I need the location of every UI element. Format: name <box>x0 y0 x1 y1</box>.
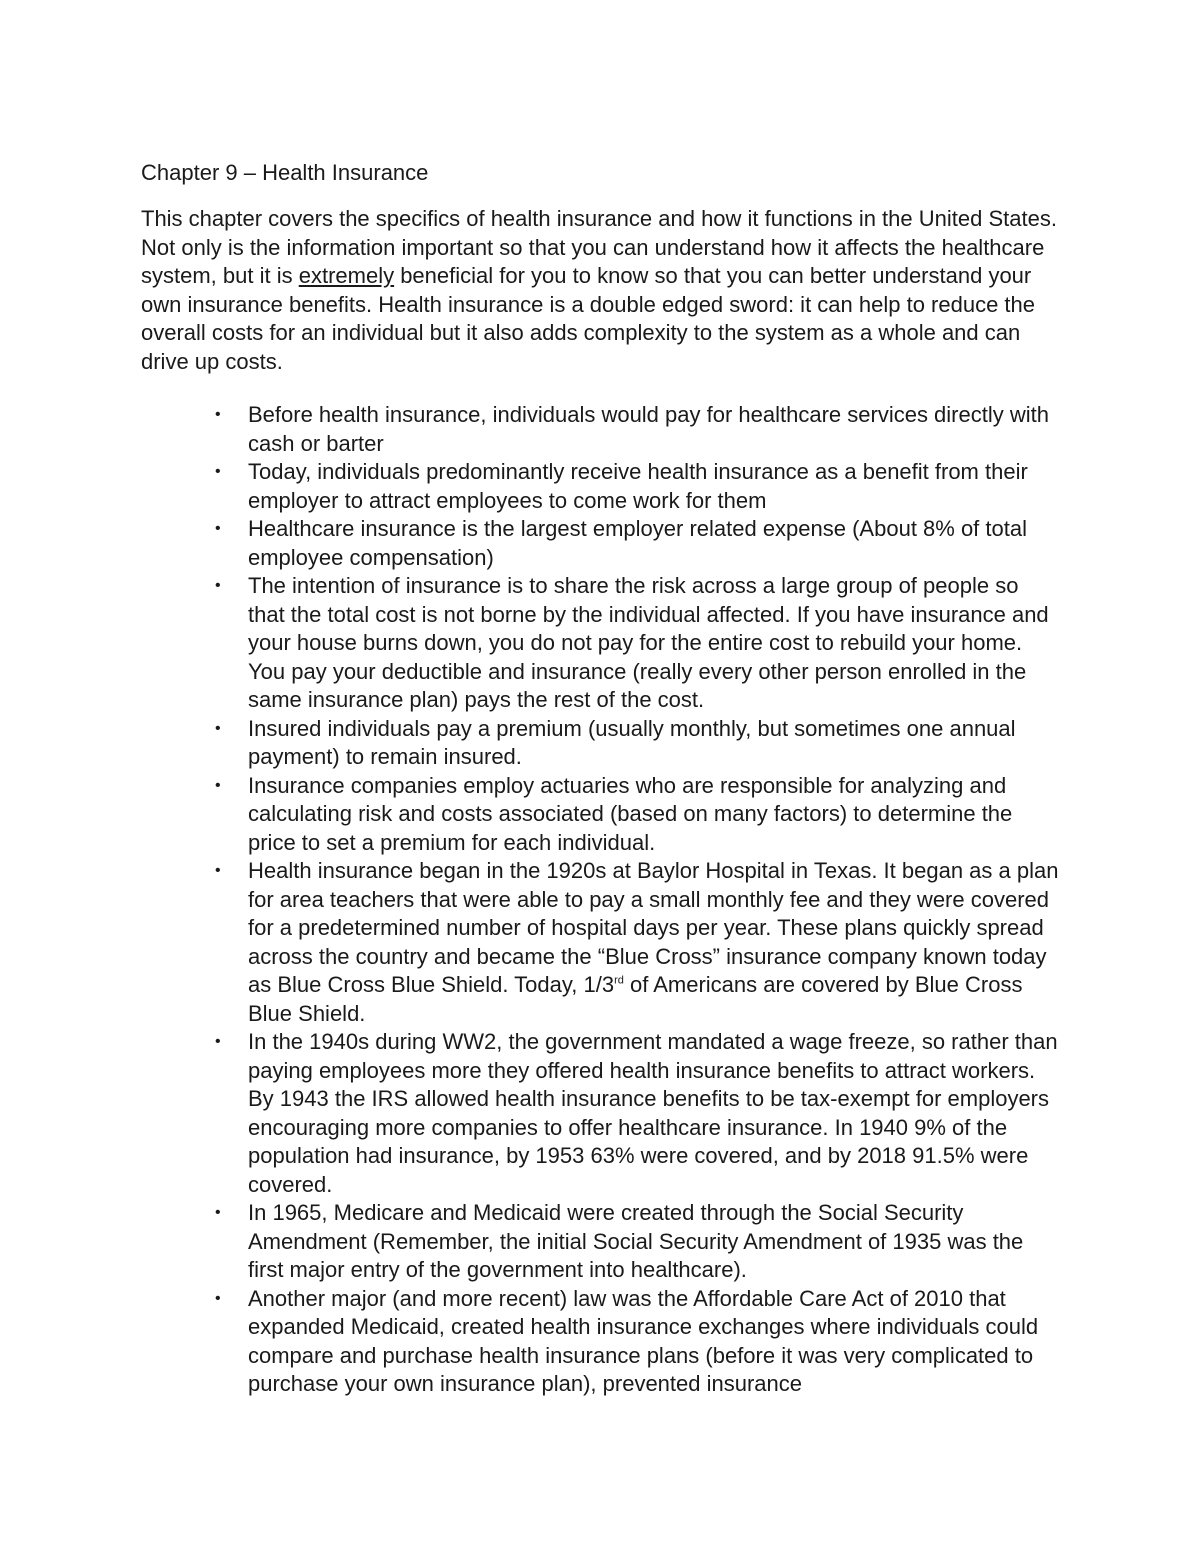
ordinal-suffix: rd <box>614 974 624 987</box>
bullet-icon: • <box>215 1033 221 1050</box>
list-item <box>215 515 1061 572</box>
bullet-icon: • <box>215 776 221 794</box>
bullet-icon: • <box>215 862 221 879</box>
list-item-text: Insured individuals pay a premium (usually monthly, but sometimes one annual payment) to remain insured. <box>248 715 1016 769</box>
bullet-icon: • <box>215 406 221 423</box>
list-item-text: The intention of insurance is to share the risk across a large group of people so that the total cost is not borne by the individual affected. If you have insurance and your house burns down, you do not pay for the entire cost to rebuild your home. You pay your deductible and insurance (really every other person enrolled in the same insurance plan) pays the rest of the cost. <box>248 573 1049 712</box>
list-item-text: Before health insurance, individuals would pay for healthcare services directly with cash or barter <box>248 402 1049 456</box>
list-item <box>215 458 1061 515</box>
list-item-text: In 1965, Medicare and Medicaid were created through the Social Security Amendment (Remember, the initial Social Security Amendment of 1935 was the first major entry of the government into healthcare). <box>248 1200 1024 1282</box>
list-item <box>215 1285 1061 1399</box>
list-item <box>215 572 1061 715</box>
document-page <box>141 158 1061 1399</box>
bullet-icon: • <box>215 719 221 737</box>
list-item <box>215 1199 1061 1285</box>
bullet-icon: • <box>215 463 221 480</box>
intro-emphasis: extremely <box>298 263 395 288</box>
intro-text-part1: This chapter covers the specifics of health insurance and how it functions in the United States. Not only is the information important so that you can understand how it affects the healthcare system, but it is <box>141 206 1057 288</box>
list-item-text: Health insurance began in the 1920s at Baylor Hospital in Texas. It began as a plan for area teachers that were able to pay a small monthly fee and they were covered for a predetermined number of hospital days per year. These plans quickly spread across the country and became the “Blue Cross” insurance company known today as Blue Cross Blue Shield. Today, 1/3 <box>248 858 1059 997</box>
list-item-text: In the 1940s during WW2, the government mandated a wage freeze, so rather than paying employees more they offered health insurance benefits to attract workers. By 1943 the IRS allowed health insurance benefits to be tax-exempt for employers encouraging more companies to offer healthcare insurance. In 1940 9% of the population had insurance, by 1953 63% were covered, and by 2018 91.5% were covered. <box>248 1029 1058 1197</box>
bullet-icon: • <box>215 1289 221 1307</box>
list-item-text: Today, individuals predominantly receive health insurance as a benefit from their employer to attract employees to come work for them <box>248 459 1028 513</box>
chapter-title: Chapter 9 – Health Insurance <box>141 160 429 185</box>
list-item-text: Insurance companies employ actuaries who are responsible for analyzing and calculating risk and costs associated (based on many factors) to determine the price to set a premium for each individual. <box>248 772 1013 855</box>
list-item <box>215 715 1061 772</box>
list-item-text: of Americans are covered by Blue Cross Blue Shield. <box>248 972 1023 1026</box>
list-item-text: Another major (and more recent) law was the Affordable Care Act of 2010 that expanded Medicaid, created health insurance exchanges where individuals could compare and purchase health insurance plans (before it was very complicated to purchase your own insurance plan), prevented insurance <box>248 1285 1039 1396</box>
bullet-icon: • <box>215 520 221 537</box>
intro-paragraph <box>141 205 1061 376</box>
bullet-list <box>141 401 1061 1399</box>
bullet-icon: • <box>215 577 221 594</box>
list-item <box>215 401 1061 458</box>
bullet-icon: • <box>215 1204 221 1221</box>
intro-text-part2: beneficial for you to know so that you can better understand your own insurance benefits. Health insurance is a double edged sword: it can help to reduce the overall costs for an individual but it also adds complexity to the system as a whole and can drive up costs. <box>141 263 1036 374</box>
list-item <box>215 772 1061 858</box>
list-item <box>215 1028 1061 1199</box>
list-item <box>215 857 1061 1028</box>
list-item-text: Healthcare insurance is the largest employer related expense (About 8% of total employee compensation) <box>248 516 1027 570</box>
